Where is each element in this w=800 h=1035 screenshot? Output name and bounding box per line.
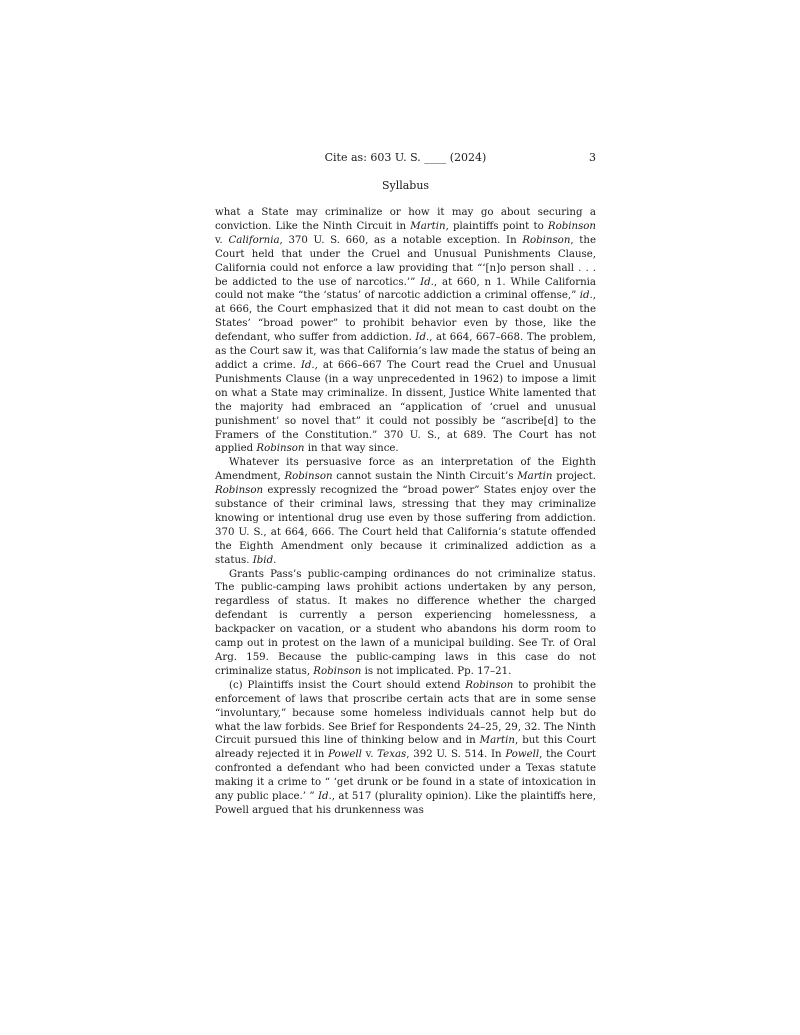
page-number: 3 xyxy=(589,151,596,164)
section-title: Syllabus xyxy=(381,179,430,192)
paragraph: Whatever its persuasive force as an interpretation of the Eighth Amendment, Robinson cannot sustain the Ninth Circuit’s Martin project. Robinson expressly recognized the “broad power” States enjoy over the substance of their criminal laws, stressing that they may criminalize knowing or intentional drug use even by those suffering from addiction. 370 U. S., at 664, 666. The Court held that California’s statute offended the Eighth Amendment only because it criminalized addiction as a status. Ibid. xyxy=(215,457,596,566)
paragraph: (c) Plaintiffs insist the Court should extend Robinson to prohibit the enforcement of laws that proscribe certain acts that are in some sense “involuntary,” because some homeless individuals cannot help but do what the law forbids. See Brief for Respondents 24–25, 29, 32. The Ninth Circuit pursued this line of thinking below and in Martin, but this Court already rejected it in Powell v. Texas, 392 U. S. 514. In Powell, the Court confronted a defendant who had been convicted under a Texas statute making it a crime to “ ‘get drunk or be found in a state of intoxication in any public place.’ ” Id., at 517 (plurality opinion). Like the plaintiffs here, Powell argued that his drunkenness was xyxy=(215,679,596,816)
paragraph: Grants Pass’s public-camping ordinances do not criminalize status. The public-camping laws prohibit actions undertaken by any person, regardless of status. It makes no difference whether the charged defendant is currently a person experiencing homelessness, a backpacker on vacation, or a student who abandons his dorm room to camp out in protest on the lawn of a municipal building. See Tr. of Oral Arg. 159. Because the public-camping laws in this case do not criminalize status, Robinson is not implicated. Pp. 17–21. xyxy=(215,568,596,677)
citation: Cite as: 603 U. S. ____ (2024) xyxy=(324,151,487,164)
paragraph: what a State may criminalize or how it may go about securing a conviction. Like the Ninth Circuit in Martin, plaintiffs point to Robinson v. California, 370 U. S. 660, as a notable exception. In Robinson, the Court held that under the Cruel and Unusual Punishments Clause, California could not enforce a law providing that “‘[n]o person shall . . . be addicted to the use of narcotics.’” Id., at 660, n 1. While California could not make “the ‘status’ of narcotic addiction a criminal offense,” id., at 666, the Court emphasized that it did not mean to cast doubt on the States’ “broad power” to prohibit behavior even by those, like the defendant, who suffer from addiction. Id., at 664, 667–668. The problem, as the Court saw it, was that California’s law made the status of being an addict a crime. Id., at 666–667 The Court read the Cruel and Unusual Punishments Clause (in a way unprecedented in 1962) to impose a limit on what a State may criminalize. In dissent, Justice White lamented that the majority had embraced an “application of ‘cruel and unusual punishment’ so novel that” it could not possibly be “ascribe[d] to the Framers of the Constitution.” 370 U. S., at 689. The Court has not applied Robinson in that way since. xyxy=(215,207,597,455)
body-text xyxy=(215,206,596,818)
page-header xyxy=(215,150,596,166)
